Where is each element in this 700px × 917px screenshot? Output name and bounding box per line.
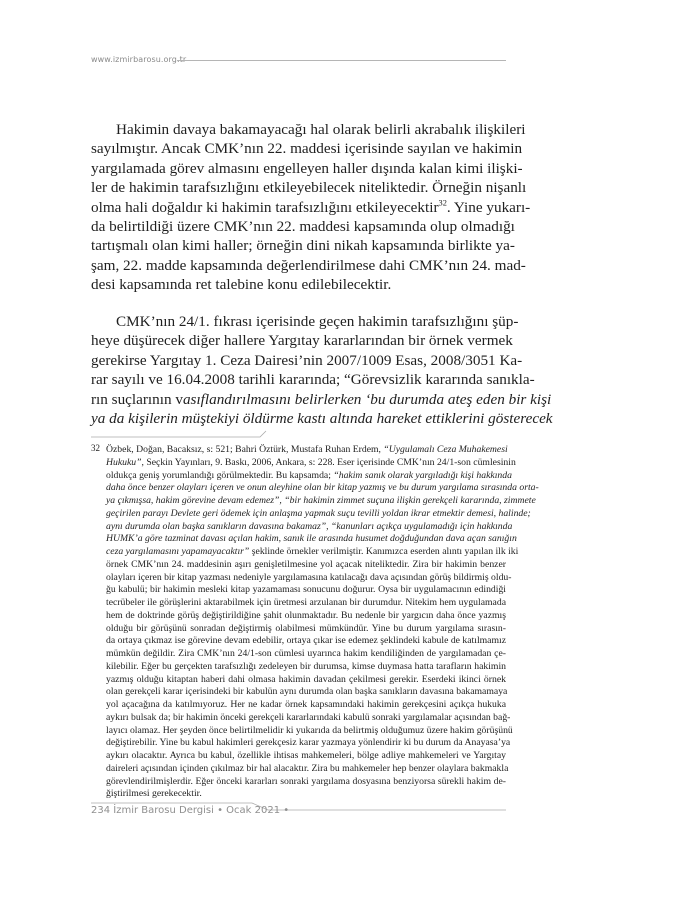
text-line <box>91 217 515 236</box>
text-segment: CMK’nın 24/1. fıkrası içerisinde geçen hakimin tarafsızlığını şüp- <box>116 313 519 330</box>
text-line <box>106 750 506 762</box>
text-segment: “Uygulamalı Ceza Muhakemesi <box>383 444 508 455</box>
text-line <box>91 236 515 255</box>
footnote-number: 32 <box>91 443 100 453</box>
text-line <box>106 584 506 596</box>
text-line <box>106 623 506 635</box>
text-line <box>91 178 527 197</box>
text-segment: mümkün değildir. Zira CMK’nın 24/1-son cümlesi uyarınca hakim kendiliğinden de yargılamadan çe- <box>106 648 506 659</box>
text-segment: sayılmıştır. Ancak CMK’nın 22. maddesi içerisinde sayılan ve hakimin <box>91 140 523 158</box>
text-segment: aykırı bulsak da; bir hakimin önceki gerekçeli kararlarındaki kabulü sonraki yargılamalar açısından bağ- <box>106 711 511 723</box>
text-segment: HUMK’a göre tazminat davası açılan hakim, sanık ile arasında husumet doğduğundan dava açan sanığın <box>106 533 517 545</box>
text-line <box>91 198 531 217</box>
text-segment: değiştirebilir. Yine bu kabul hakimleri gerekçesiz karar yazmaya yönlendirir ki bu durum da Anayasa’ya <box>106 737 511 749</box>
text-line <box>106 482 539 494</box>
text-line <box>106 469 512 482</box>
text-line <box>106 776 506 788</box>
text-segment: olma hali doğaldır ki hakimin tarafsızlığını etkileyecektir <box>91 198 439 216</box>
text-line <box>91 409 553 428</box>
page-footer: 234 İzmir Barosu Dergisi • Ocak 2021 • <box>91 805 290 816</box>
text-segment: Hukuku” <box>106 456 142 468</box>
text-segment: heye düşürecek diğer hallere Yargıtay kararlarından bir örnek vermek <box>91 332 513 350</box>
text-segment: daha önce benzer olayları içeren ve onun aleyhine olan bir kitap yazmış ve bu durum yargılama sırasında orta- <box>106 482 539 494</box>
footnote-reference: 32 <box>438 198 447 208</box>
text-line <box>106 495 536 507</box>
text-line <box>106 456 516 469</box>
text-segment: oldukça geniş yorumlandığı görülmektedir. Bu kapsamda; <box>106 469 334 481</box>
text-line <box>106 762 509 775</box>
text-line <box>106 559 506 571</box>
text-segment: olayları içeren bir kitap yazması nedeniyle yargılamasına katılacağı dava açısından görüş bildirmiş oldu- <box>106 571 512 583</box>
text-line <box>106 648 506 660</box>
text-line <box>106 674 506 686</box>
text-line <box>106 711 511 724</box>
text-line <box>106 610 506 622</box>
text-segment: yazmış olduğu kitaptan haberi dahi olmasa hakimin davadan çekilmesi gerekir. Eserdeki ikinci örnek <box>106 673 506 685</box>
text-segment: olduğu bir görüşünü sonradan değiştirmiş olabilmesi mümkündür. Yine bu durum yargılama sırasın- <box>106 622 506 634</box>
text-segment: , Seçkin Yayınları, 9. Baskı, 2006, Ankara, s: 228. Eser içerisinde CMK’nın 24/1-son cümlesinin <box>141 456 516 468</box>
text-segment: asıflandırılmasını belirlerken ‘bu durumda ateş eden bir kişi <box>182 390 552 408</box>
text-segment: ya da kişilerin müştekiyi öldürme kastı altında hareket ettiklerini gösterecek <box>91 410 553 427</box>
text-segment: ler de hakimin tarafsızlığını etkileyebilecek niteliktedir. Örneğin nişanlı <box>91 179 527 197</box>
text-line <box>91 120 526 139</box>
text-line <box>106 597 506 609</box>
text-segment: daireleri açısından içinden çıkılmaz bir hal alacaktır. Zira bu mahkemeler hep benzer olaylara bakmakla <box>106 762 509 774</box>
text-line <box>91 331 513 350</box>
text-line <box>91 370 535 389</box>
text-segment: rın suçlarının v <box>91 390 183 408</box>
text-line <box>106 444 506 456</box>
text-line <box>106 724 513 737</box>
text-segment: gerekirse Yargıtay 1. Ceza Dairesi’nin 2007/1009 Esas, 2008/3051 Ka- <box>91 351 523 369</box>
text-line <box>106 737 511 749</box>
text-segment: görevlendirilmişlerdir. Eğer önceki kararları sonraki yargılama dosyasına benziyorsa sürekli hakim de- <box>106 775 506 787</box>
text-line <box>106 507 531 520</box>
text-line <box>106 546 519 558</box>
text-line <box>106 661 506 673</box>
text-segment: aykırı olacaktır. Ayrıca bu kabul, özellikle ihtisas mahkemeleri, bölge adliye mahkemeleri ve Yargıtay <box>106 750 506 761</box>
text-segment: desi kapsamında ret talebine konu edilebilecektir. <box>91 276 392 294</box>
text-segment: geçirilen parayı Devlete geri ödemek için anlaşma yapmak suçu tevilli yoldan ikrar etmektir demesi, halinde; <box>106 507 531 519</box>
text-line <box>91 351 523 370</box>
text-line <box>106 520 513 533</box>
text-line <box>91 256 526 275</box>
text-segment: şam, 22. madde kapsamında değerlendirilmese dahi CMK’nın 24. mad- <box>91 256 526 274</box>
text-segment: olan gerekçeli karar içerisindeki bir kabulün aynı durumda olan başka sanıkların davasına bakamamaya <box>106 686 508 698</box>
text-segment: Hakimin davaya bakamayacağı hal olarak belirli akrabalık ilişkileri <box>116 121 526 138</box>
text-segment: yargılamada görev almasını engelleyen haller dışında kalan kimi ilişki- <box>91 159 523 177</box>
text-line <box>106 571 512 584</box>
text-segment: rar sayılı ve 16.04.2008 tarihli kararında; “Görevsizlik kararında sanıkla- <box>91 371 535 389</box>
text-segment: hem de doktrinde görüş değiştirildiğine şahit olunmaktadır. Bu nedenle bir yargıcın daha önce yazmış <box>106 609 506 621</box>
header-rule <box>177 60 506 61</box>
text-line <box>91 159 523 178</box>
text-segment: ğiştirilmesi gerekecektir. <box>106 788 202 800</box>
text-segment: “hakim sanık olarak yargıladığı kişi hakkında <box>333 469 512 481</box>
text-line <box>106 533 517 545</box>
text-line <box>106 788 506 800</box>
text-segment: ğu kabulü; bir hakimin mesleki kitap yazamaması sonucunu doğurur. Oysa bir uygulamacının edindiği <box>106 584 506 596</box>
text-line <box>91 390 552 409</box>
text-segment: örnek CMK’nın 24. maddesinin aşırı genişletilmesine yol açacak niteliktedir. Zira bir hakimin benzer <box>106 558 506 570</box>
text-line <box>106 635 506 647</box>
text-segment: ceza yargılamasını yapamayacaktır” <box>106 546 250 557</box>
text-line <box>106 686 506 698</box>
text-segment: kilebilir. Eğer bu gerçekten tarafsızlığı zedeleyen bir durumsa, kimse duymasa hatta tarafların hakimin <box>106 660 506 672</box>
text-segment: tartışmalı olan kimi haller; örneğin dini nikah kapsamında birlikte ya- <box>91 237 515 255</box>
text-segment: ya çıkmışsa, hakim görevine devam edemez”, “bir hakimin zimmet suçuna ilişkin gerekçeli kararında, zimmete <box>106 495 536 506</box>
text-segment: şeklinde örnekler verilmiştir. Kanımızca eserden alıntı yapılan ilk iki <box>249 546 519 557</box>
text-segment: yol açacağına da katılmıyoruz. Her ne kadar örnek kapsamındaki hakimin gerekçesini açıkça hukuka <box>106 699 506 710</box>
text-segment: aynı durumda olan başka sanıkların davasına bakamaz”, “kanunları açıkça uygulamadığı için hakkında <box>106 520 513 532</box>
text-segment: da ortaya çıkmaz ise görevine devam edebilir, ortaya çıkar ise edemez şeklindeki kabule de katılmamız <box>106 635 506 647</box>
text-segment: tecrübeler ile görüşlerini aktarabilmek için üretmesi arzulanan bir durumdur. Nitekim hem uygulamada <box>106 597 506 608</box>
header-url: www.izmirbarosu.org.tr <box>91 55 187 64</box>
text-line <box>91 139 523 158</box>
text-segment: da belirtildiği üzere CMK’nın 22. maddesi kapsamında olup olmadığı <box>91 218 515 235</box>
text-segment: layıcı olamaz. Her şeyden önce belirtilmelidir ki yukarıda da belirtmiş olduğumuz üzere hakim görüşünü <box>106 724 513 736</box>
text-segment: Özbek, Doğan, Bacaksız, s: 521; Bahri Öztürk, Mustafa Ruhan Erdem, <box>106 444 384 455</box>
text-line <box>106 699 506 711</box>
text-line <box>91 312 519 331</box>
text-segment: . Yine yukarı- <box>446 198 531 216</box>
text-line <box>91 275 506 294</box>
